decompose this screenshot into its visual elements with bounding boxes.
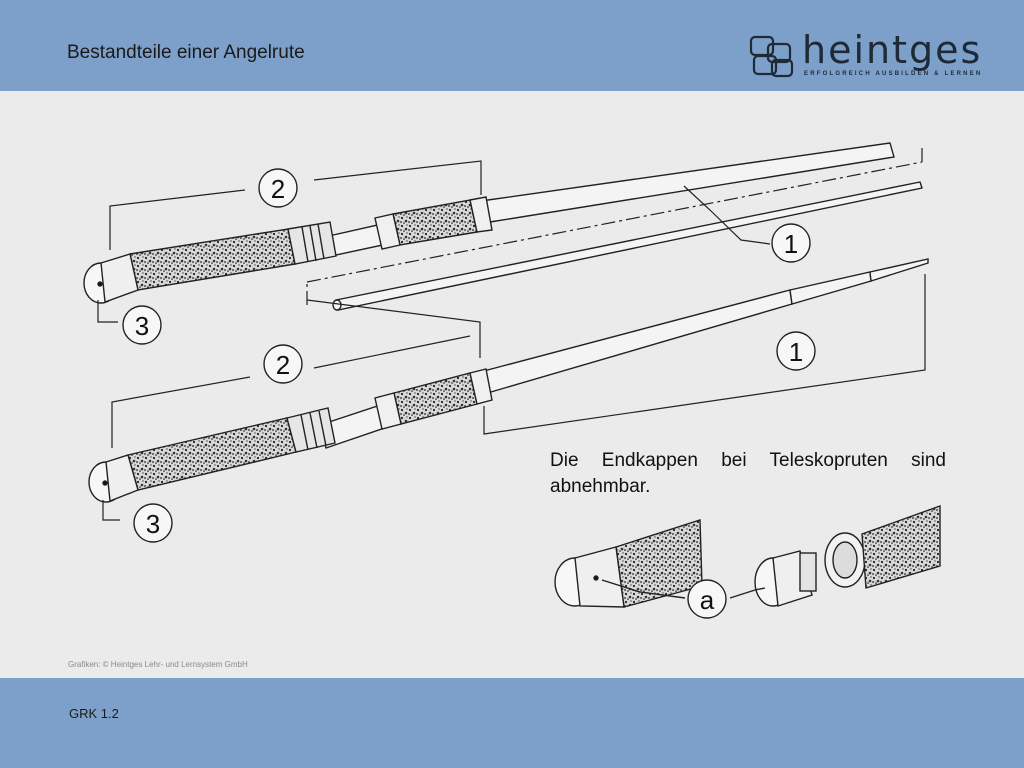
fishing-rod-diagram bbox=[0, 91, 1024, 678]
logo-mark-icon bbox=[748, 34, 798, 80]
image-credit: Grafiken: © Heintges Lehr- und Lernsystem GmbH bbox=[68, 660, 248, 669]
upper-rod-front-grip bbox=[393, 200, 477, 245]
logo-tagline: ERFOLGREICH AUSBILDEN & LERNEN bbox=[804, 71, 983, 77]
label-upper-handle: 2 bbox=[270, 174, 286, 204]
label-endcap-detail: a bbox=[699, 585, 715, 615]
label-lower-handle: 2 bbox=[275, 350, 291, 380]
endcap-detail bbox=[555, 506, 940, 607]
upper-rod-rear-grip bbox=[130, 229, 295, 290]
logo-wordmark: heintges bbox=[802, 28, 983, 72]
telescopic-note: Die Endkappen bei Teleskopruten sind abnehmbar. bbox=[550, 450, 946, 497]
slide-code: GRK 1.2 bbox=[69, 706, 119, 721]
header-band bbox=[0, 0, 1024, 91]
heintges-logo bbox=[748, 28, 983, 80]
upper-rod-reel-seat bbox=[288, 222, 336, 264]
label-upper-blank: 1 bbox=[783, 229, 799, 259]
label-upper-endcap: 3 bbox=[134, 311, 150, 341]
label-lower-endcap: 3 bbox=[145, 509, 161, 539]
page-title: Bestandteile einer Angelrute bbox=[67, 42, 305, 63]
diagram-area bbox=[0, 91, 1024, 678]
lower-rod-front-grip bbox=[394, 373, 477, 424]
lower-rod-rear-grip bbox=[128, 418, 296, 490]
label-lower-blank: 1 bbox=[788, 337, 804, 367]
footer-band bbox=[0, 678, 1024, 768]
